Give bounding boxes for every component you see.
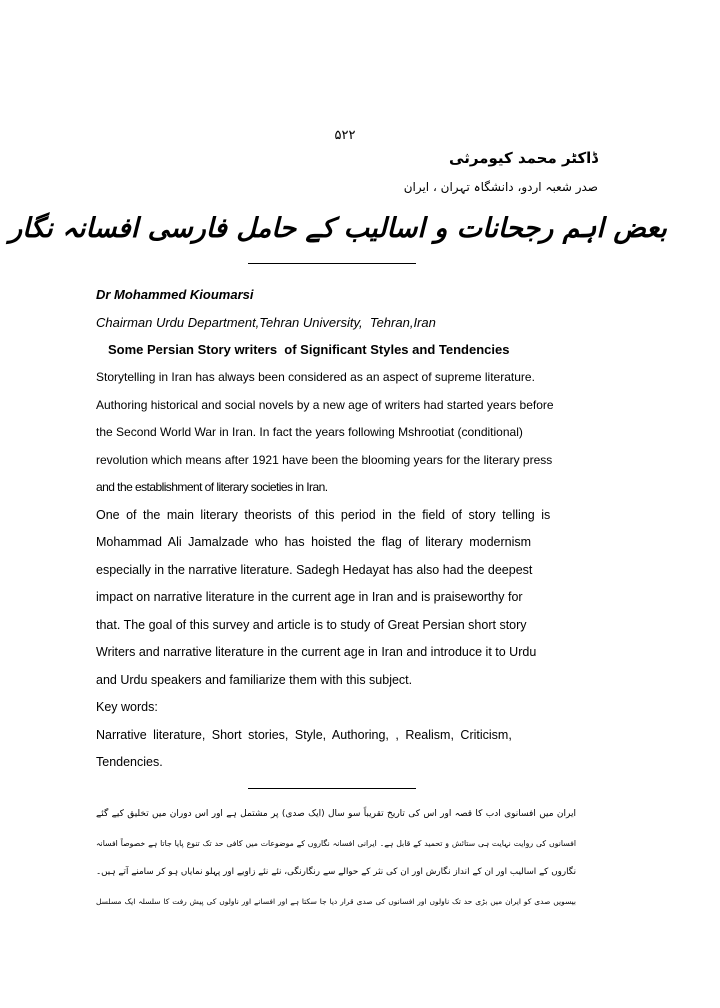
- abstract-line: and Urdu speakers and familiarize them with this subject.: [96, 672, 413, 687]
- page-number: ۵۲۲: [334, 127, 356, 142]
- body-text-urdu: [96, 800, 576, 916]
- article-title-urdu: بعض اہم رجحانات و اسالیب کے حامل فارسی افسانہ نگار: [9, 213, 667, 244]
- body-line: بیسویں صدی کو ایران میں بڑی حد تک ناولوں اور افسانوں کی صدی قرار دیا جا سکتا ہے اور افسانے اور ناولوں کی پیش رفت کا سلسلہ ایک مسلسل: [96, 897, 576, 906]
- body-line: افسانوں کی روایت نہایت ہی ستائش و تحمید کے قابل ہے۔ ایرانی افسانہ نگاروں کے موضوعات میں کافی حد تک تنوع پایا جاتا ہے خصوصاً افسانہ: [96, 839, 576, 848]
- divider-rule: [248, 263, 416, 264]
- divider-rule: [248, 788, 416, 789]
- abstract-line: and the establishment of literary societies in Iran.: [96, 480, 328, 494]
- abstract-line: Writers and narrative literature in the current age in Iran and introduce it to Urdu: [96, 645, 537, 659]
- author-name-urdu: ڈاکٹر محمد کیومرثی: [449, 149, 598, 167]
- article-title-english: Some Persian Story writers of Significant Styles and Tendencies: [108, 342, 510, 357]
- abstract-line: especially in the narrative literature. Sadegh Hedayat has also had the deepest: [96, 562, 533, 577]
- abstract: [96, 370, 576, 783]
- abstract-line: One of the main literary theorists of this period in the field of story telling is: [96, 507, 551, 522]
- body-line: ایران میں افسانوی ادب کا قصہ اور اس کی تاریخ تقریباً سو سال (ایک صدی) پر مشتمل ہے اور اس دوران میں تخلیق کیے گئے: [96, 809, 576, 819]
- abstract-line: that. The goal of this survey and article is to study of Great Persian short story: [96, 617, 527, 632]
- body-line: نگاروں کے اسالیب اور ان کے انداز نگارش اور ان کی نثر کے حوالے سے رنگارنگی، نئے نئے زاویے اور پہلو نمایاں ہو کر سامنے آتے ہیں۔: [96, 867, 576, 877]
- keywords-heading: Key words:: [96, 700, 158, 714]
- abstract-line: the Second World War in Iran. In fact the years following Mshrootiat (conditional): [96, 425, 523, 439]
- abstract-line: Mohammad Ali Jamalzade who has hoisted the flag of literary modernism: [96, 535, 532, 549]
- keywords-list: Tendencies.: [96, 755, 163, 769]
- abstract-line: impact on narrative literature in the current age in Iran and is praiseworthy for: [96, 590, 523, 604]
- abstract-line: revolution which means after 1921 have been the blooming years for the literary press: [96, 452, 553, 467]
- abstract-line: Authoring historical and social novels by a new age of writers had started years before: [96, 397, 554, 412]
- author-name-english: Dr Mohammed Kioumarsi: [96, 287, 254, 302]
- affiliation-english: Chairman Urdu Department,Tehran University, Tehran,Iran: [96, 315, 436, 330]
- abstract-line: Storytelling in Iran has always been considered as an aspect of supreme literature.: [96, 370, 535, 384]
- keywords-list: Narrative literature, Short stories, Style, Authoring, , Realism, Criticism,: [96, 727, 512, 742]
- affiliation-urdu: صدر شعبہ اردو، دانشگاہ تہران ، ایران: [403, 180, 598, 194]
